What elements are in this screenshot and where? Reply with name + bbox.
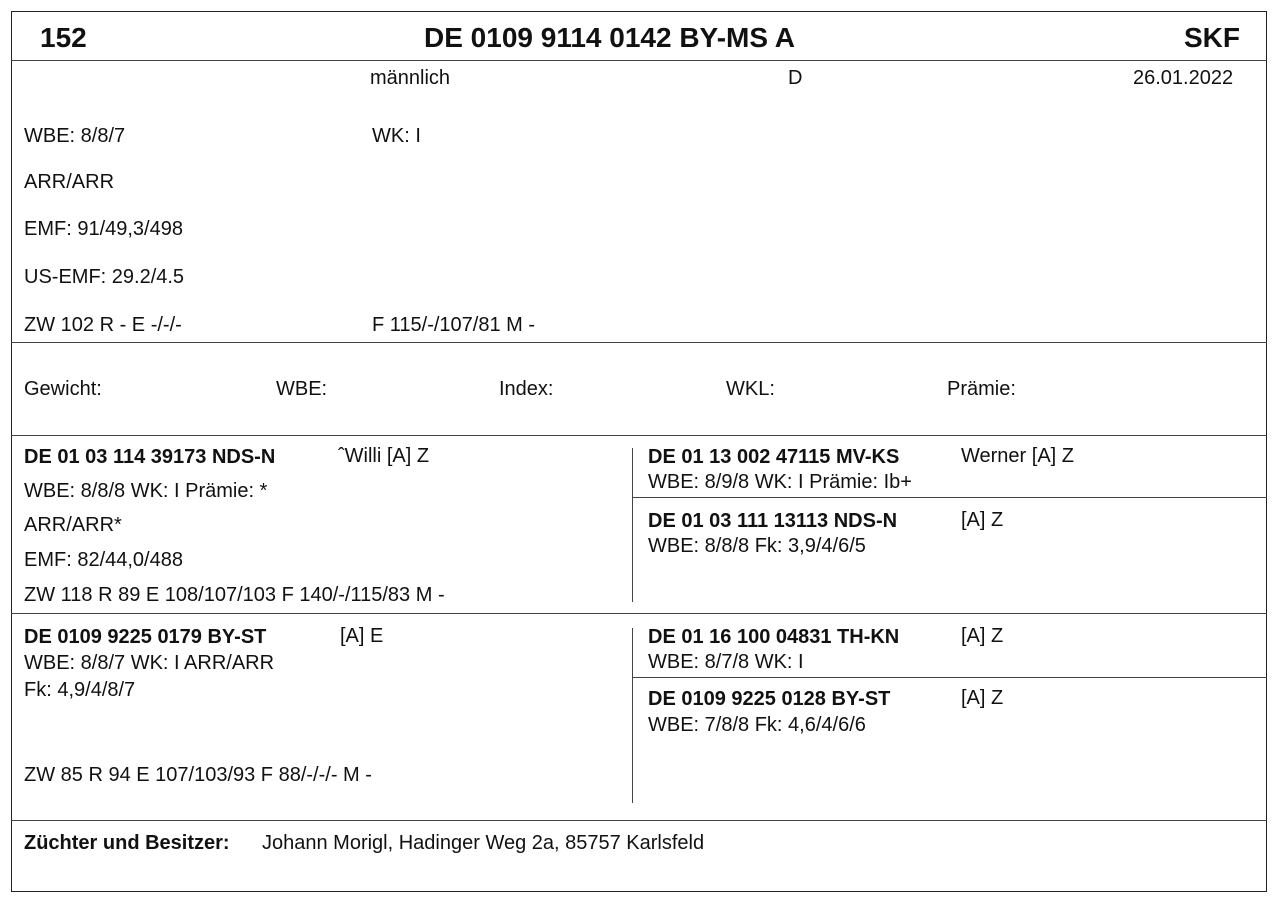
sire-dam-id: DE 01 03 111 13113 NDS-N bbox=[648, 510, 898, 532]
country: D bbox=[788, 67, 803, 89]
label-index: Index: bbox=[499, 378, 554, 400]
sire-id: DE 01 03 114 39173 NDS-N bbox=[24, 446, 276, 468]
dam-dam-name: [A] Z bbox=[961, 687, 1004, 709]
catalog-number: 152 bbox=[40, 22, 87, 53]
label-wbe: WBE: bbox=[276, 378, 328, 400]
sire-line4: ZW 118 R 89 E 108/107/103 F 140/-/115/83 M - bbox=[24, 584, 445, 606]
dam-line3: ZW 85 R 94 E 107/103/93 F 88/-/-/- M - bbox=[24, 764, 372, 786]
animal-id: DE 0109 9114 0142 BY-MS A bbox=[424, 22, 795, 53]
dam-dam-id: DE 0109 9225 0128 BY-ST bbox=[648, 688, 891, 710]
dam-name: [A] E bbox=[340, 625, 384, 647]
zw-value: ZW 102 R - E -/-/- bbox=[24, 314, 182, 336]
sire-line1: WBE: 8/8/8 WK: I Prämie: * bbox=[24, 480, 268, 502]
label-praemie: Prämie: bbox=[947, 378, 1016, 400]
dam-line2: Fk: 4,9/4/8/7 bbox=[24, 679, 136, 701]
header-divider bbox=[11, 60, 1267, 61]
wbe-value: WBE: 8/8/7 bbox=[24, 125, 126, 147]
sire-name: ˆWilli [A] Z bbox=[338, 445, 430, 467]
label-wkl: WKL: bbox=[726, 378, 775, 400]
breeder-value: Johann Morigl, Hadinger Weg 2a, 85757 Karlsfeld bbox=[262, 832, 705, 854]
us-emf-value: US-EMF: 29.2/4.5 bbox=[24, 266, 185, 288]
wk-value: WK: I bbox=[372, 125, 421, 147]
emf-value: EMF: 91/49,3/498 bbox=[24, 218, 183, 240]
dam-vertical-divider bbox=[632, 628, 633, 803]
sex: männlich bbox=[370, 67, 451, 89]
dam-dam-line1: WBE: 7/8/8 Fk: 4,6/4/6/6 bbox=[648, 714, 866, 736]
dam-parents-divider bbox=[632, 677, 1267, 678]
dam-sire-id: DE 01 16 100 04831 TH-KN bbox=[648, 626, 900, 648]
sire-sire-id: DE 01 13 002 47115 MV-KS bbox=[648, 446, 900, 468]
dam-sire-line1: WBE: 8/7/8 WK: I bbox=[648, 651, 804, 673]
sire-dam-name: [A] Z bbox=[961, 509, 1004, 531]
dam-block-divider bbox=[11, 820, 1267, 821]
stats-divider bbox=[11, 342, 1267, 343]
date: 26.01.2022 bbox=[1133, 67, 1234, 89]
sire-line3: EMF: 82/44,0/488 bbox=[24, 549, 183, 571]
sire-block-divider bbox=[11, 613, 1267, 614]
sire-dam-line1: WBE: 8/8/8 Fk: 3,9/4/6/5 bbox=[648, 535, 866, 557]
breeder-label: Züchter und Besitzer: bbox=[24, 832, 230, 854]
sire-sire-name: Werner [A] Z bbox=[961, 445, 1074, 467]
breed-code: SKF bbox=[1184, 22, 1240, 53]
label-gewicht: Gewicht: bbox=[24, 378, 102, 400]
dam-id: DE 0109 9225 0179 BY-ST bbox=[24, 626, 267, 648]
f-value: F 115/-/107/81 M - bbox=[372, 314, 536, 336]
dam-line1: WBE: 8/8/7 WK: I ARR/ARR bbox=[24, 652, 275, 674]
sire-sire-line1: WBE: 8/9/8 WK: I Prämie: Ib+ bbox=[648, 471, 912, 493]
sire-line2: ARR/ARR* bbox=[24, 514, 122, 536]
arr-value: ARR/ARR bbox=[24, 171, 115, 193]
sire-parents-divider bbox=[632, 497, 1267, 498]
labels-divider bbox=[11, 435, 1267, 436]
sire-vertical-divider bbox=[632, 448, 633, 602]
dam-sire-name: [A] Z bbox=[961, 625, 1004, 647]
